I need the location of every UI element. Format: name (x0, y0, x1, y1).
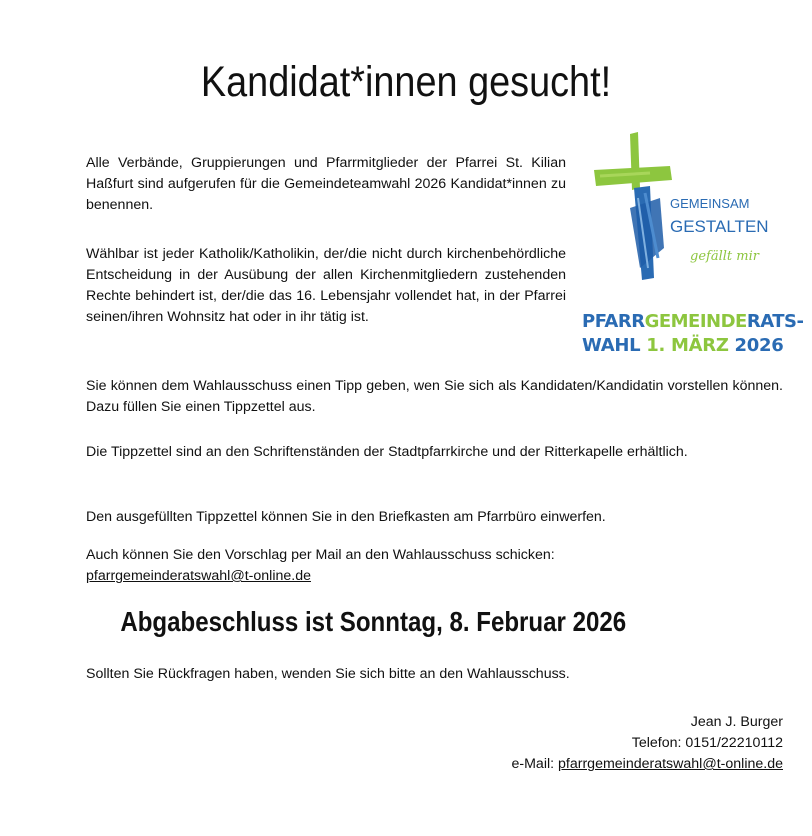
intro-paragraph: Alle Verbände, Gruppierungen und Pfarrmitglieder der Pfarrei St. Kilian Haßfurt sind aufgerufen für die Gemeindeteamwahl 2026 Kandidat*innen zu benennen. (86, 155, 566, 213)
email-paragraph (86, 545, 783, 587)
page-title: Kandidat*innen gesucht! (200, 58, 612, 106)
election-banner (582, 310, 804, 358)
banner-part-year: 2026 (734, 335, 784, 356)
signature-email-line (512, 754, 784, 775)
logo-line1: GEMEINSAM (670, 196, 750, 211)
questions-paragraph: Sollten Sie Rückfragen haben, wenden Sie sich bitte an den Wahlausschuss. (86, 666, 570, 682)
deadline-heading: Abgabeschluss ist Sonntag, 8. Februar 2026 (120, 606, 627, 637)
signature-block (512, 712, 784, 775)
banner-part-wahl: WAHL (582, 335, 647, 356)
signature-email-label: e-Mail: (511, 756, 559, 772)
gemeinsam-gestalten-logo (590, 128, 790, 288)
banner-part-rats: RATS- (746, 311, 804, 332)
eligibility-paragraph: Wählbar ist jeder Katholik/Katholikin, der/die nicht durch kirchenbehördliche Entscheidung in der Ausübung der allen Kirchenmitgliedern zustehenden Rechte behindert ist, der/die das 16. Lebensjahr vollendet hat, in der Pfarrei seinen/ihren Wohnsitz hat oder in ihr tätig ist. (86, 246, 566, 325)
signature-email-link[interactable]: pfarrgemeinderatswahl@t-online.de (558, 756, 783, 772)
logo-line2: GESTALTEN (670, 217, 769, 236)
logo-line3: gefällt mir (690, 249, 759, 264)
email-paragraph-text: Auch können Sie den Vorschlag per Mail an den Wahlausschuss schicken: (86, 547, 555, 563)
banner-part-date: 1. MÄRZ (646, 335, 735, 356)
banner-part-pfarr: PFARR (582, 311, 645, 332)
email-link[interactable]: pfarrgemeinderatswahl@t-online.de (86, 568, 311, 584)
tip-paragraph: Sie können dem Wahlausschuss einen Tipp geben, wen Sie sich als Kandidaten/Kandidatin vorstellen können. Dazu füllen Sie einen Tippzettel aus. (86, 378, 783, 415)
banner-part-gemeinde: GEMEINDE (644, 311, 747, 332)
submission-paragraph: Den ausgefüllten Tippzettel können Sie in den Briefkasten am Pfarrbüro einwerfen. (86, 509, 606, 525)
signature-phone: Telefon: 0151/22210112 (631, 735, 783, 751)
availability-paragraph: Die Tippzettel sind an den Schriftenständen der Stadtpfarrkirche und der Ritterkapelle erhältlich. (86, 444, 688, 460)
signature-name: Jean J. Burger (690, 714, 783, 730)
